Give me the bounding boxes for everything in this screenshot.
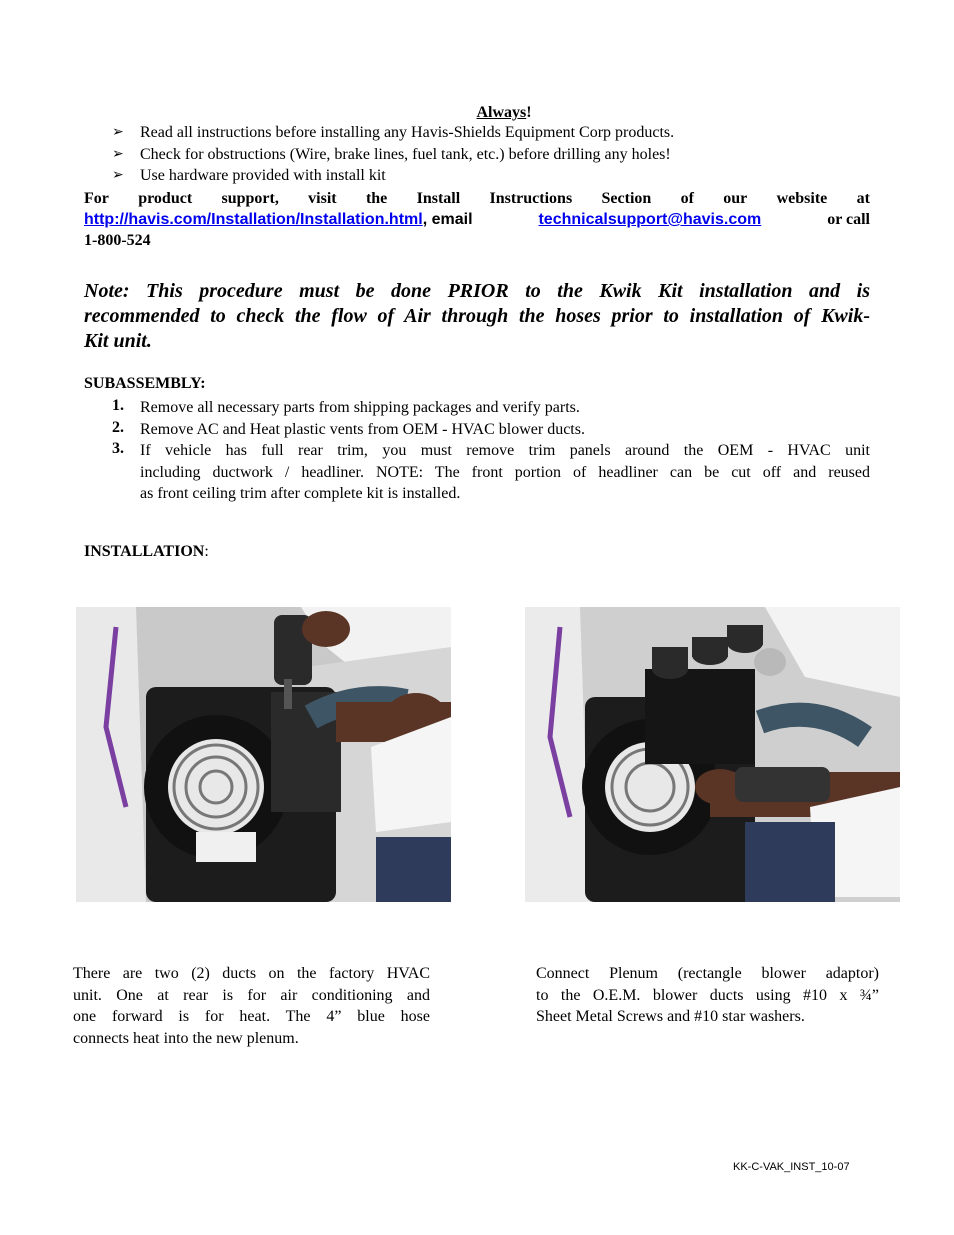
support-phone: 1-800-524 (84, 232, 151, 249)
note-paragraph: Note: This procedure must be done PRIOR to the Kwik Kit installation and is recommended to check the flow of Air through the hoses prior to installation of Kwik- Kit unit. (84, 280, 870, 352)
photo-drilling-duct-image (76, 607, 451, 902)
support-email-link[interactable]: technicalsupport@havis.com (538, 211, 762, 228)
photo-connect-plenum-image (525, 607, 900, 902)
always-heading: Always! (476, 104, 532, 121)
arrow-bullet-icon: ➢ (112, 147, 124, 162)
document-code-footer: KK-C-VAK_INST_10-07 (733, 1161, 850, 1173)
subassembly-heading: SUBASSEMBLY: (84, 375, 206, 392)
photo-connect-plenum (525, 607, 900, 902)
install-instructions-link[interactable]: http://havis.com/Installation/Installation.html (84, 211, 423, 228)
support-paragraph (84, 188, 870, 251)
support-line-1: For product support, visit the Install Instructions Section of our website at (84, 190, 870, 207)
installation-heading: INSTALLATION: (84, 543, 209, 560)
support-line-2: http://havis.com/Installation/Installation.html, email technicalsupport@havis.com or call (84, 211, 870, 228)
arrow-bullet-icon: ➢ (112, 168, 124, 183)
photo-drilling-duct (76, 607, 451, 902)
caption-right: Connect Plenum (rectangle blower adaptor) to the O.E.M. blower ducts using #10 x ¾” Sheet Metal Screws and #10 star washers. (536, 965, 879, 1025)
caption-left: There are two (2) ducts on the factory HVAC unit. One at rear is for air conditioning and one forward is for heat. The 4” blue hose connects heat into the new plenum. (73, 965, 430, 1047)
arrow-bullet-icon: ➢ (112, 125, 124, 140)
